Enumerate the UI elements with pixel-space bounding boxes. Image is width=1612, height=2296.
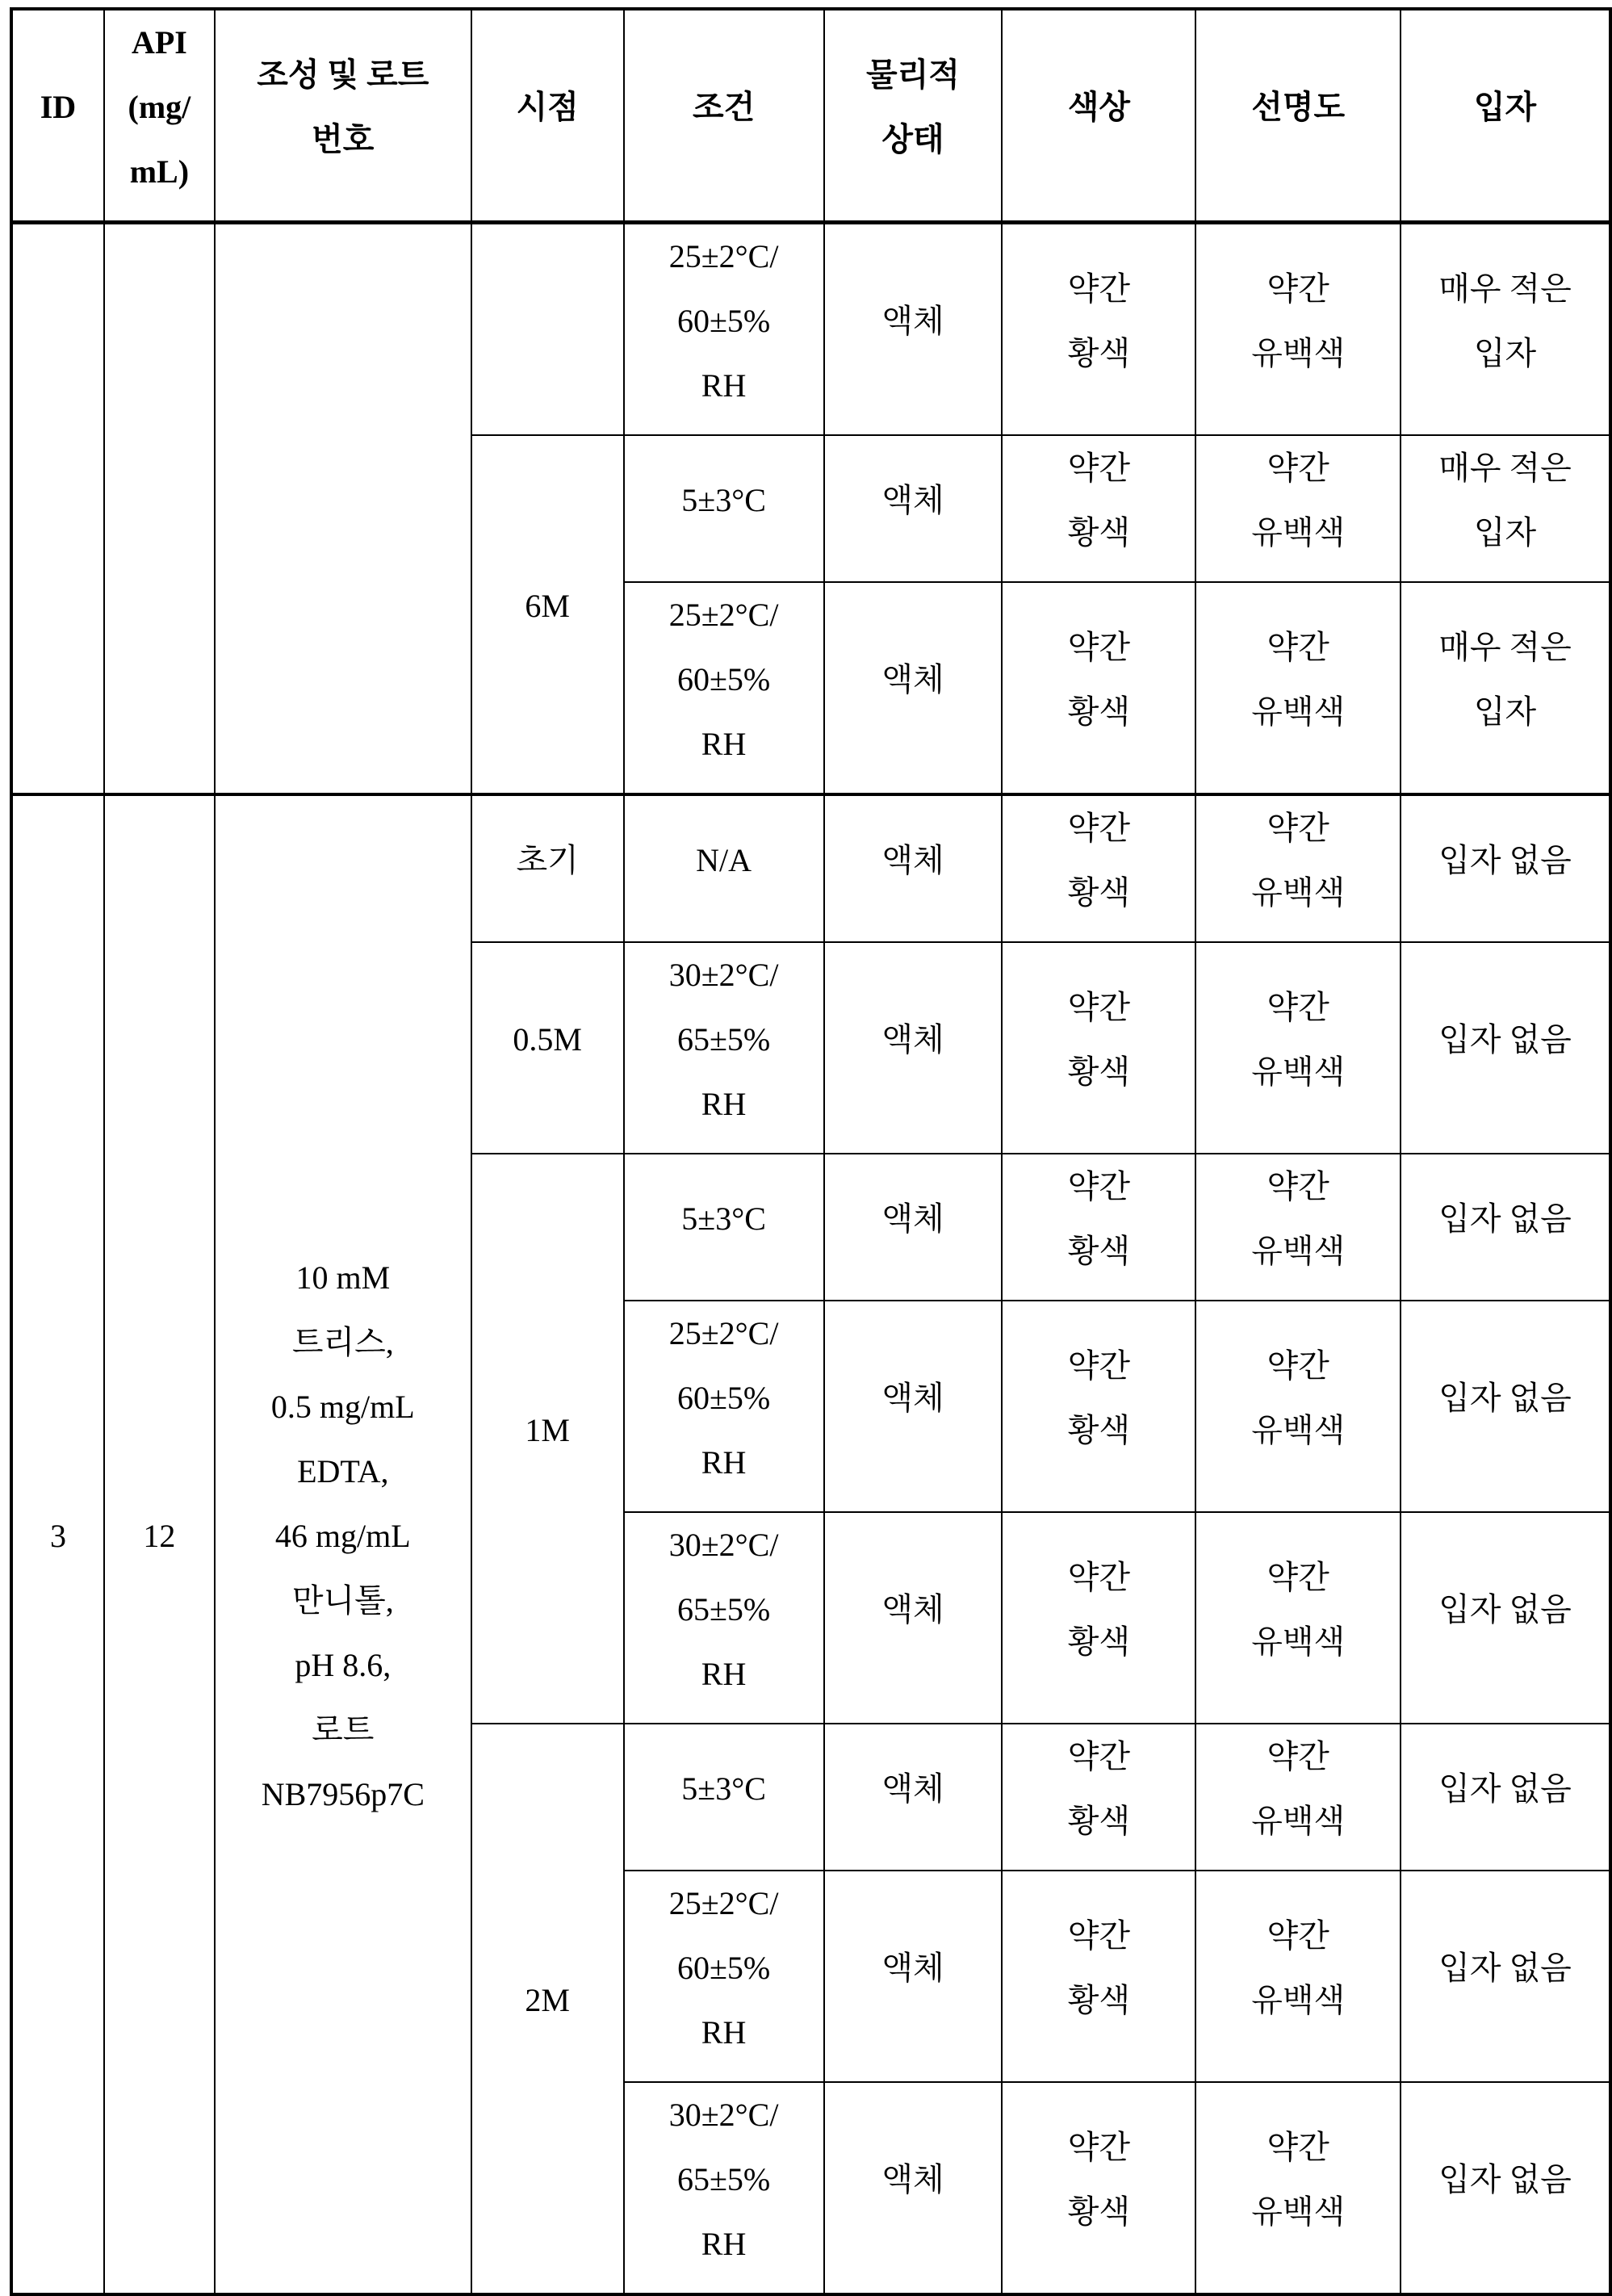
clarity-cell: [1195, 582, 1401, 794]
cell-line: 약간: [1201, 436, 1395, 501]
particles-cell: [1401, 223, 1610, 436]
condition-cell: [624, 1154, 824, 1301]
cell-line: 입자 없음: [1406, 1008, 1604, 1072]
cell-line: 입자 없음: [1406, 1187, 1604, 1251]
physical-state-cell: [824, 942, 1003, 1154]
cell-line: 약간: [1201, 1545, 1395, 1610]
cell-line: 입자 없음: [1406, 828, 1604, 893]
cell-line: 황색: [1007, 1610, 1190, 1674]
color-cell: [1002, 1871, 1195, 2082]
cell-line: 매우 적은: [1406, 615, 1604, 680]
state-value: 액체: [881, 303, 944, 339]
cell-line: 조건: [630, 75, 819, 140]
cell-line: 황색: [1007, 321, 1190, 386]
cell-line: 약간: [1201, 257, 1395, 321]
cell-line: 약간: [1007, 615, 1190, 680]
state-value: 액체: [881, 1200, 944, 1237]
condition-cell: [624, 1871, 824, 2082]
cell-line: 약간: [1007, 1545, 1190, 1610]
cell-line: 조성 및 로트: [220, 43, 466, 107]
clarity-cell: [1195, 942, 1401, 1154]
particles-cell: [1401, 794, 1610, 942]
cell-line: 유백색: [1201, 2180, 1395, 2244]
clarity-cell: [1195, 1301, 1401, 1512]
cell-line: 유백색: [1201, 1040, 1395, 1104]
cell-line: 약간: [1201, 796, 1395, 861]
cell-line: 입자 없음: [1406, 1757, 1604, 1821]
cell-line: RH: [630, 354, 819, 418]
color-cell: [1002, 1512, 1195, 1724]
clarity-cell: [1195, 223, 1401, 436]
color-cell: [1002, 582, 1195, 794]
cell-line: 입자: [1406, 680, 1604, 744]
header-composition: [215, 9, 471, 223]
timepoint-value: 2M: [525, 1982, 570, 2018]
cell-line: 유백색: [1201, 1219, 1395, 1284]
timepoint-cell: [471, 942, 624, 1154]
condition-cell: [624, 223, 824, 436]
header-id: [11, 9, 104, 223]
cell-line: 30±2°C/: [630, 2083, 819, 2147]
cell-line: 약간: [1201, 615, 1395, 680]
physical-state-cell: [824, 1724, 1003, 1871]
cell-line: 황색: [1007, 501, 1190, 565]
condition-cell: [624, 942, 824, 1154]
cell-line: 입자: [1406, 321, 1604, 386]
header-particles: [1401, 9, 1610, 223]
table-row: [11, 223, 1610, 436]
physical-state-cell: [824, 582, 1003, 794]
condition-cell: [624, 794, 824, 942]
cell-line: EDTA,: [220, 1439, 466, 1504]
condition-cell: [624, 435, 824, 582]
table-row: [11, 794, 1610, 942]
cell-line: 65±5%: [630, 1577, 819, 1642]
cell-line: N/A: [630, 828, 819, 893]
cell-line: 5±3°C: [630, 1757, 819, 1821]
physical-state-cell: [824, 1154, 1003, 1301]
particles-cell: [1401, 1301, 1610, 1512]
color-cell: [1002, 794, 1195, 942]
cell-line: 약간: [1007, 1724, 1190, 1789]
header-condition: [624, 9, 824, 223]
cell-line: 황색: [1007, 1789, 1190, 1854]
cell-line: 입자 없음: [1406, 1577, 1604, 1642]
cell-line: 유백색: [1201, 321, 1395, 386]
cell-line: 황색: [1007, 1968, 1190, 2033]
cell-line: RH: [630, 2212, 819, 2277]
physical-state-cell: [824, 1512, 1003, 1724]
condition-cell: [624, 1301, 824, 1512]
cell-line: 색상: [1007, 75, 1190, 140]
cell-line: 60±5%: [630, 1936, 819, 2001]
cell-line: 약간: [1007, 436, 1190, 501]
cell-line: 매우 적은: [1406, 257, 1604, 321]
cell-line: 약간: [1201, 2115, 1395, 2180]
cell-line: (mg/: [110, 75, 209, 140]
cell-line: 황색: [1007, 1398, 1190, 1463]
condition-cell: [624, 1724, 824, 1871]
state-value: 액체: [881, 1591, 944, 1628]
cell-line: 25±2°C/: [630, 224, 819, 289]
particles-cell: [1401, 1871, 1610, 2082]
clarity-cell: [1195, 1871, 1401, 2082]
timepoint-cell: [471, 794, 624, 942]
physical-state-cell: [824, 794, 1003, 942]
cell-line: 60±5%: [630, 289, 819, 354]
clarity-cell: [1195, 435, 1401, 582]
condition-cell: [624, 1512, 824, 1724]
color-cell: [1002, 1724, 1195, 1871]
cell-line: 46 mg/mL: [220, 1504, 466, 1569]
cell-line: 황색: [1007, 861, 1190, 925]
timepoint-value: 1M: [525, 1412, 570, 1448]
cell-line: 입자: [1406, 501, 1604, 565]
cell-line: 약간: [1007, 1334, 1190, 1398]
cell-line: 로트: [220, 1698, 466, 1762]
cell-line: API: [110, 10, 209, 75]
physical-state-cell: [824, 1871, 1003, 2082]
composition-cell: [215, 223, 471, 795]
timepoint-value: 초기: [517, 842, 579, 878]
cell-line: 유백색: [1201, 861, 1395, 925]
physical-state-cell: [824, 223, 1003, 436]
cell-line: mL): [110, 140, 209, 204]
color-cell: [1002, 223, 1195, 436]
particles-cell: [1401, 942, 1610, 1154]
cell-line: 선명도: [1201, 75, 1395, 140]
cell-line: 약간: [1007, 1904, 1190, 1968]
cell-line: 약간: [1201, 975, 1395, 1040]
cell-line: 유백색: [1201, 1968, 1395, 2033]
id-cell: [11, 794, 104, 2294]
cell-line: 약간: [1007, 1154, 1190, 1219]
cell-line: 황색: [1007, 1040, 1190, 1104]
cell-line: 입자 없음: [1406, 2147, 1604, 2212]
state-value: 액체: [881, 1950, 944, 1986]
color-cell: [1002, 1301, 1195, 1512]
particles-cell: [1401, 1512, 1610, 1724]
header-color: [1002, 9, 1195, 223]
cell-line: 65±5%: [630, 2147, 819, 2212]
table-body: [11, 223, 1610, 2295]
cell-line: 65±5%: [630, 1008, 819, 1072]
cell-line: 약간: [1201, 1724, 1395, 1789]
timepoint-value: 6M: [525, 588, 570, 624]
particles-cell: [1401, 1724, 1610, 1871]
header-timepoint: [471, 9, 624, 223]
cell-line: RH: [630, 1072, 819, 1137]
clarity-cell: [1195, 794, 1401, 942]
table-header: [11, 9, 1610, 223]
physical-state-cell: [824, 1301, 1003, 1512]
cell-line: 25±2°C/: [630, 1301, 819, 1366]
cell-line: 60±5%: [630, 647, 819, 712]
cell-line: 유백색: [1201, 680, 1395, 744]
color-cell: [1002, 2082, 1195, 2294]
cell-line: 약간: [1007, 2115, 1190, 2180]
cell-line: 약간: [1007, 257, 1190, 321]
cell-line: 60±5%: [630, 1366, 819, 1431]
cell-line: 5±3°C: [630, 468, 819, 533]
clarity-cell: [1195, 1512, 1401, 1724]
cell-line: 5±3°C: [630, 1187, 819, 1251]
cell-line: 유백색: [1201, 1610, 1395, 1674]
particles-cell: [1401, 582, 1610, 794]
timepoint-cell: [471, 1154, 624, 1724]
state-value: 액체: [881, 2161, 944, 2198]
cell-line: 황색: [1007, 1219, 1190, 1284]
state-value: 액체: [881, 842, 944, 878]
id-value: 3: [50, 1518, 66, 1554]
clarity-cell: [1195, 1154, 1401, 1301]
api-cell: [104, 794, 215, 2294]
cell-line: 물리적: [830, 43, 997, 107]
cell-line: ID: [18, 75, 98, 140]
cell-line: 30±2°C/: [630, 943, 819, 1008]
cell-line: pH 8.6,: [220, 1633, 466, 1698]
cell-line: 25±2°C/: [630, 1871, 819, 1936]
cell-line: 약간: [1007, 796, 1190, 861]
state-value: 액체: [881, 482, 944, 518]
clarity-cell: [1195, 2082, 1401, 2294]
api-value: 12: [143, 1518, 175, 1554]
cell-line: 25±2°C/: [630, 583, 819, 647]
timepoint-cell: [471, 435, 624, 794]
cell-line: 입자: [1406, 75, 1604, 140]
particles-cell: [1401, 2082, 1610, 2294]
condition-cell: [624, 2082, 824, 2294]
composition-cell: [215, 794, 471, 2294]
state-value: 액체: [881, 1021, 944, 1058]
header-api: [104, 9, 215, 223]
clarity-cell: [1195, 1724, 1401, 1871]
cell-line: 약간: [1201, 1154, 1395, 1219]
timepoint-value: 0.5M: [513, 1021, 582, 1058]
api-cell: [104, 223, 215, 795]
cell-line: 약간: [1201, 1334, 1395, 1398]
cell-line: RH: [630, 1431, 819, 1495]
cell-line: 황색: [1007, 680, 1190, 744]
state-value: 액체: [881, 1380, 944, 1416]
header-physical-state: [824, 9, 1003, 223]
cell-line: 약간: [1007, 975, 1190, 1040]
color-cell: [1002, 1154, 1195, 1301]
cell-line: 유백색: [1201, 1789, 1395, 1854]
color-cell: [1002, 942, 1195, 1154]
state-value: 액체: [881, 661, 944, 698]
cell-line: RH: [630, 712, 819, 777]
cell-line: 입자 없음: [1406, 1936, 1604, 2001]
cell-line: 상태: [830, 107, 997, 172]
particles-cell: [1401, 1154, 1610, 1301]
cell-line: 약간: [1201, 1904, 1395, 1968]
cell-line: 만니톨,: [220, 1569, 466, 1633]
color-cell: [1002, 435, 1195, 582]
cell-line: 입자 없음: [1406, 1366, 1604, 1431]
physical-state-cell: [824, 435, 1003, 582]
cell-line: NB7956p7C: [220, 1762, 466, 1827]
cell-line: 유백색: [1201, 1398, 1395, 1463]
id-cell: [11, 223, 104, 795]
cell-line: 매우 적은: [1406, 436, 1604, 501]
cell-line: 10 mM: [220, 1246, 466, 1310]
header-clarity: [1195, 9, 1401, 223]
cell-line: 트리스,: [220, 1310, 466, 1375]
state-value: 액체: [881, 1770, 944, 1807]
cell-line: 0.5 mg/mL: [220, 1375, 466, 1439]
timepoint-cell: [471, 223, 624, 436]
timepoint-cell: [471, 1724, 624, 2294]
cell-line: 황색: [1007, 2180, 1190, 2244]
cell-line: RH: [630, 2001, 819, 2065]
cell-line: 유백색: [1201, 501, 1395, 565]
particles-cell: [1401, 435, 1610, 582]
cell-line: 30±2°C/: [630, 1513, 819, 1577]
condition-cell: [624, 582, 824, 794]
stability-table: [10, 7, 1612, 2296]
physical-state-cell: [824, 2082, 1003, 2294]
cell-line: 번호: [220, 107, 466, 172]
cell-line: 시점: [477, 75, 618, 140]
cell-line: RH: [630, 1642, 819, 1707]
